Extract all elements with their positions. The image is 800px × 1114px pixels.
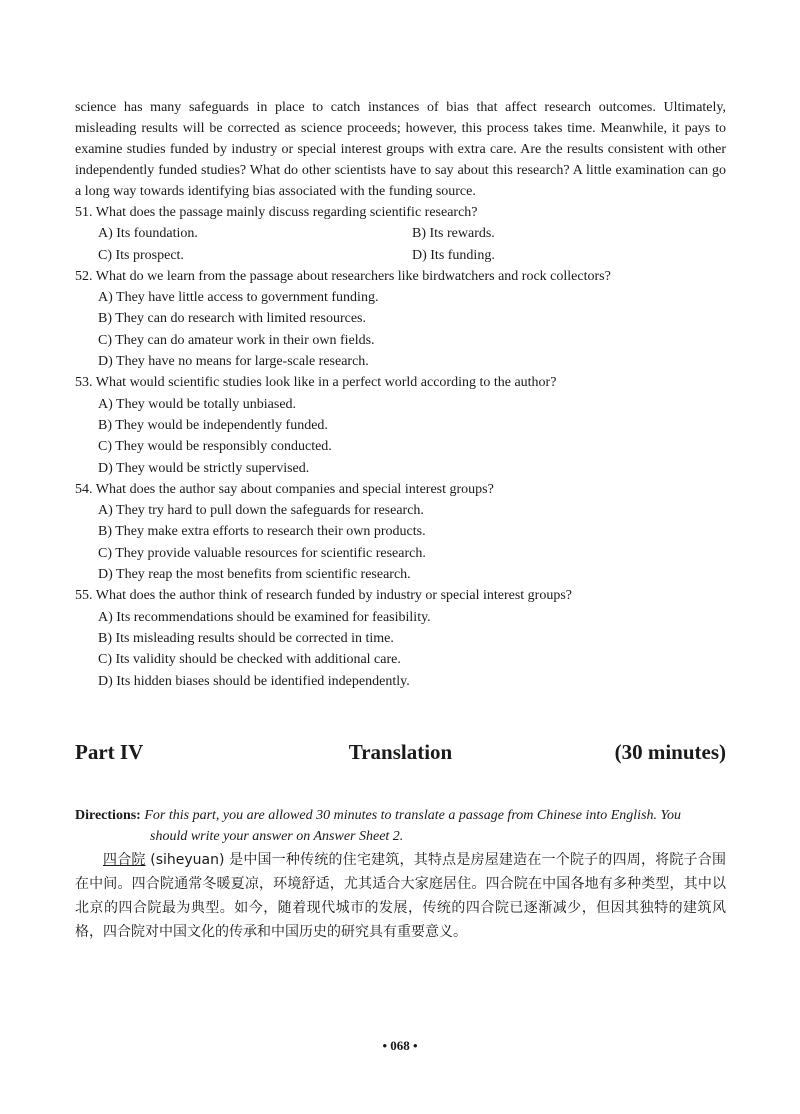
directions-text-line2: should write your answer on Answer Sheet 2. [150,829,404,844]
option-c: C) Its validity should be checked with additional care. [98,652,401,668]
option-c: C) They provide valuable resources for scientific research. [98,545,426,561]
option-d: D) They would be strictly supervised. [98,460,310,476]
option-row [75,245,726,266]
chinese-passage-body: (siheyuan) 是中国一种传统的住宅建筑，其特点是房屋建造在一个院子的四周，将院子合围在中间。四合院通常冬暖夏凉，环境舒适，尤其适合大家庭居住。四合院在中国各地有多种类型，其中以北京的四合院最为典型。如今，随着现代城市的发展，传统的四合院已逐渐减少，但因其独特的建筑风格，四合院对中国文化的传承和中国历史的研究具有重要意义。 [75,852,726,940]
siheyuan-term: 四合院 [103,852,146,868]
part-number: Part IV [75,740,144,764]
chinese-translation-passage [75,848,726,944]
option-c: C) They can do amateur work in their own fields. [98,332,375,348]
option-a: A) They try hard to pull down the safeguards for research. [98,503,424,519]
question-text: 52. What do we learn from the passage about researchers like birdwatchers and rock collectors? [75,268,611,284]
question-text: 54. What does the author say about companies and special interest groups? [75,481,494,497]
option-a: A) They would be totally unbiased. [98,396,297,412]
option-d: D) They reap the most benefits from scientific research. [98,567,411,583]
question-52 [75,266,726,372]
question-text: 55. What does the author think of research funded by industry or special interest groups? [75,588,572,604]
question-55 [75,585,726,691]
question-text: 51. What does the passage mainly discuss regarding scientific research? [75,205,478,220]
option-b: B) They make extra efforts to research their own products. [98,524,426,540]
question-list [75,202,726,692]
question-53 [75,372,726,478]
passage-paragraph: science has many safeguards in place to catch instances of bias that affect research outcomes. Ultimately, misleading results will be corrected as science proceeds; however, this process takes time. Meanwhile, it pays to examine studies funded by industry or special interest groups with extra care. Are the results consistent with other independently funded studies? What do other scientists have to say about this research? A little examination can go a long way towards identifying bias associated with the funding source. [75,100,726,199]
directions [75,805,726,847]
option-d: D) Its hidden biases should be identified independently. [98,673,410,689]
option-d: D) They have no means for large-scale research. [98,354,369,370]
option-row [75,223,726,244]
option-a: A) Its foundation. [98,226,198,242]
option-b: B) Its rewards. [412,226,495,242]
option-b: B) Its misleading results should be corrected in time. [98,630,394,646]
question-54 [75,479,726,585]
directions-label: Directions: [75,808,141,823]
page-number: • 068 • [382,1038,418,1053]
question-51 [75,202,726,266]
option-c: C) Its prospect. [98,247,184,263]
part-time-limit: (30 minutes) [614,740,726,764]
part-title: Translation [348,740,453,764]
option-b: B) They would be independently funded. [98,417,328,433]
option-b: B) They can do research with limited resources. [98,311,366,327]
question-text: 53. What would scientific studies look like in a perfect world according to the author? [75,375,557,391]
directions-text-line1: For this part, you are allowed 30 minutes to translate a passage from Chinese into English. You [144,808,682,823]
option-c: C) They would be responsibly conducted. [98,439,332,455]
part-header [75,740,726,770]
option-d: D) Its funding. [412,247,495,263]
option-a: A) They have little access to government funding. [98,290,379,306]
option-a: A) Its recommendations should be examined for feasibility. [98,609,431,625]
